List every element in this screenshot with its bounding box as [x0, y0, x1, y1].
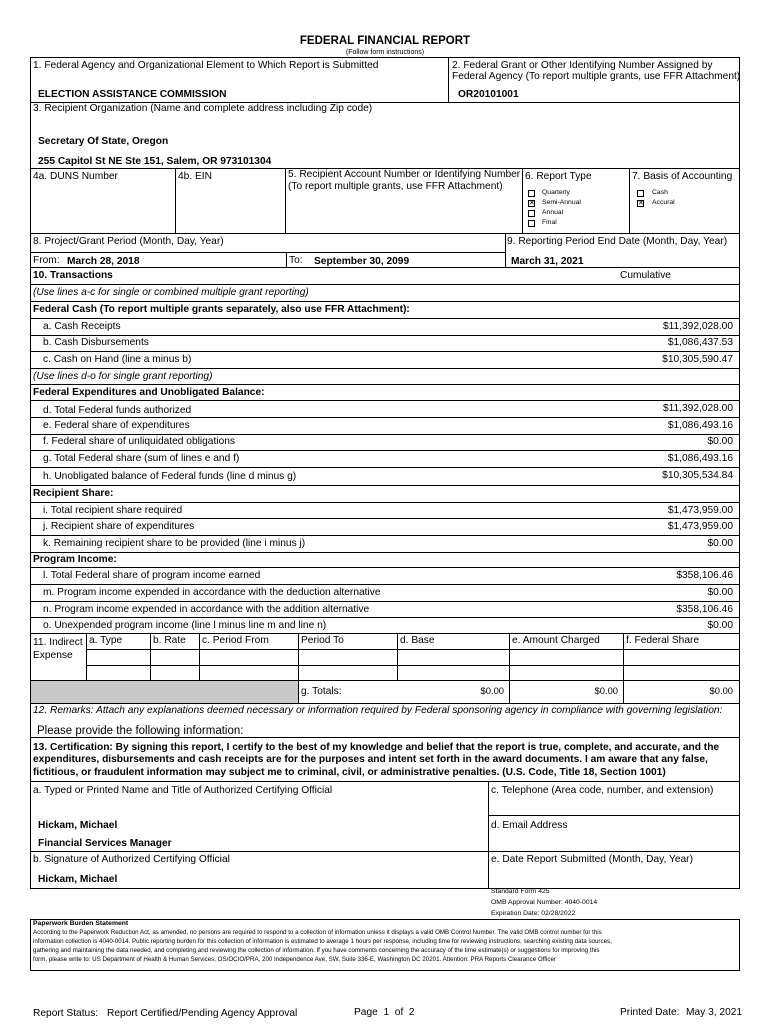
recipient-row-label: j. Recipient share of expenditures	[43, 521, 195, 532]
transactions-label: 10. Transactions	[33, 270, 113, 281]
divider	[30, 552, 740, 553]
box5-label-2: (To report multiple grants, use FFR Attachment)	[288, 181, 503, 192]
expiration-date: Expiration Date: 02/28/2022	[491, 910, 576, 917]
program-row-label: n. Program income expended in accordance with the addition alternative	[43, 604, 370, 615]
accural-label: Accural	[652, 199, 675, 206]
federal-expenditures-heading: Federal Expenditures and Unobligated Balance:	[33, 387, 265, 398]
report-status-label: Report Status:	[33, 1008, 99, 1019]
divider	[30, 502, 740, 503]
annual-checkbox[interactable]	[528, 210, 535, 217]
telephone-label: c. Telephone (Area code, number, and extension)	[491, 785, 714, 796]
divider	[30, 400, 740, 401]
recipient-row-label: i. Total recipient share required	[43, 505, 183, 516]
divider	[86, 665, 740, 666]
divider	[505, 233, 506, 268]
divider	[30, 450, 740, 451]
period-end-date: March 31, 2021	[511, 256, 584, 267]
divider	[30, 485, 740, 486]
program-row-value: $0.00	[707, 620, 733, 631]
divider	[30, 434, 740, 435]
cash-row-value: $10,305,590.47	[662, 354, 733, 365]
divider	[522, 168, 523, 233]
divider	[30, 284, 740, 285]
indirect-label-2: Expense	[33, 650, 73, 661]
form-title: FEDERAL FINANCIAL REPORT	[299, 35, 471, 47]
quarterly-label: Quarterly	[542, 189, 570, 196]
indirect-amount-header: e. Amount Charged	[512, 635, 600, 646]
divider	[448, 57, 449, 103]
divider	[397, 633, 398, 680]
recipient-row-value: $1,473,959.00	[667, 521, 733, 532]
divider	[30, 351, 740, 352]
to-label: To:	[289, 255, 303, 266]
box2-label-1: 2. Federal Grant or Other Identifying Number Assigned by	[452, 60, 713, 71]
program-row-value: $358,106.46	[676, 604, 733, 615]
program-row-label: m. Program income expended in accordance with the deduction alternative	[43, 587, 381, 598]
totals-base: $0.00	[480, 685, 504, 696]
cash-row-label: b. Cash Disbursements	[43, 337, 149, 348]
indirect-rate-header: b. Rate	[153, 635, 186, 646]
divider	[30, 301, 740, 302]
divider	[150, 633, 151, 680]
divider	[30, 633, 740, 634]
final-checkbox[interactable]	[528, 220, 535, 227]
quarterly-checkbox[interactable]	[528, 190, 535, 197]
box3-label: 3. Recipient Organization (Name and complete address including Zip code)	[33, 103, 373, 114]
box2-value: OR20101001	[458, 89, 519, 100]
divider	[623, 633, 624, 704]
divider	[30, 417, 740, 418]
divider	[30, 233, 740, 234]
program-row-label: o. Unexpended program income (line l minus line m and line n)	[43, 620, 327, 631]
divider	[30, 567, 740, 568]
divider	[509, 633, 510, 704]
official-name-label: a. Typed or Printed Name and Title of Authorized Certifying Official	[33, 785, 333, 796]
cash-row-value: $11,392,028.00	[662, 321, 733, 332]
totals-amount-charged: $0.00	[594, 685, 618, 696]
period-from: March 28, 2018	[67, 256, 140, 267]
cash-row-value: $1,086,437.53	[667, 337, 733, 348]
divider	[30, 535, 740, 536]
cash-row-label: a. Cash Receipts	[43, 321, 121, 332]
note-lines-a-c: (Use lines a-c for single or combined multiple grant reporting)	[33, 287, 309, 298]
indirect-label-1: 11. Indirect	[33, 637, 83, 648]
printed-date-label: Printed Date:	[620, 1007, 680, 1018]
divider	[30, 601, 740, 602]
federal-cash-heading: Federal Cash (To report multiple grants separately, also use FFR Attachment):	[33, 304, 410, 315]
recipient-address: 255 Capitol St NE Ste 151, Salem, OR 973101304	[38, 156, 272, 167]
box7-label: 7. Basis of Accounting	[632, 171, 733, 182]
divider	[30, 737, 740, 738]
indirect-period-to-header: Period To	[301, 635, 344, 646]
cash-checkbox[interactable]	[637, 190, 644, 197]
recipient-row-value: $0.00	[707, 538, 733, 549]
burden-line: form, please write to: US Department of Health & Human Services, OS/OCIO/PRA, 200 Independence Ave, SW, Suite 336-E, Washington DC 20201. Attention: PRA Reports Clearance Officer	[33, 956, 556, 963]
federal-row-label: h. Unobligated balance of Federal funds (line d minus g)	[43, 471, 297, 482]
divider	[286, 252, 287, 268]
divider	[30, 384, 740, 385]
divider	[30, 267, 740, 268]
recipient-share-heading: Recipient Share:	[33, 488, 114, 499]
box4a-label: 4a. DUNS Number	[33, 171, 118, 182]
certification-line-2: expenditures, disbursements and cash receipts are for the purposes and intent set forth in the award documents. I am aware that any false,	[33, 754, 708, 765]
divider	[488, 815, 740, 816]
divider	[30, 335, 740, 336]
federal-row-label: d. Total Federal funds authorized	[43, 405, 192, 416]
report-status: Report Certified/Pending Agency Approval	[107, 1008, 298, 1019]
indirect-period-from-header: c. Period From	[202, 635, 269, 646]
divider	[86, 633, 87, 680]
federal-row-value: $0.00	[707, 436, 733, 447]
date-submitted-label: e. Date Report Submitted (Month, Day, Year)	[491, 854, 693, 865]
federal-row-value: $1,086,493.16	[667, 420, 733, 431]
divider	[30, 584, 740, 585]
totals-shaded-cell	[31, 681, 298, 703]
divider	[285, 168, 286, 233]
box1-value: ELECTION ASSISTANCE COMMISSION	[38, 89, 227, 100]
burden-line: According to the Paperwork Reduction Act, as amended, no persons are required to respond to a collection of information unless it displays a valid OMB Control Number. The valid OMB control number for this	[33, 929, 602, 936]
divider	[488, 781, 489, 889]
form-number: Standard Form 425	[491, 888, 550, 895]
page-number: Page 1 of 2	[354, 1007, 415, 1018]
email-label: d. Email Address	[491, 820, 568, 831]
divider	[30, 703, 740, 704]
box5-label-1: 5. Recipient Account Number or Identifying Number	[288, 169, 521, 180]
divider	[199, 633, 200, 680]
cash-label: Cash	[652, 189, 668, 196]
divider	[30, 781, 740, 782]
burden-line: gathering and maintaining the data needed, and completing and reviewing the collection of information. If you have comments concerning the accuracy of the time estimate(s) or suggestions for improving this	[33, 947, 600, 954]
official-name: Hickam, Michael	[38, 820, 118, 831]
semi-annual-label: Semi-Annual	[542, 199, 581, 206]
period-to: September 30, 2099	[314, 256, 410, 267]
divider	[30, 368, 740, 369]
box6-label: 6. Report Type	[525, 171, 592, 182]
divider	[30, 318, 740, 319]
indirect-type-header: a. Type	[89, 635, 123, 646]
program-row-value: $0.00	[707, 587, 733, 598]
totals-federal-share: $0.00	[709, 685, 733, 696]
certification-line-3: fictitious, or fraudulent information may subject me to criminal, civil, or administrative penalties. (U.S. Code, Title 18, Section 1001)	[33, 767, 666, 778]
burden-title: Paperwork Burden Statement	[33, 920, 129, 927]
printed-date: May 3, 2021	[686, 1007, 743, 1018]
program-income-heading: Program Income:	[33, 554, 117, 565]
note-lines-d-o: (Use lines d-o for single grant reporting)	[33, 371, 213, 382]
divider	[298, 633, 299, 704]
divider	[86, 649, 740, 650]
box8-label: 8. Project/Grant Period (Month, Day, Year)	[33, 236, 224, 247]
federal-row-label: f. Federal share of unliquidated obligations	[43, 436, 235, 447]
box9-label: 9. Reporting Period End Date (Month, Day, Year)	[507, 236, 728, 247]
box4b-label: 4b. EIN	[178, 171, 212, 182]
federal-row-value: $1,086,493.16	[667, 453, 733, 464]
cash-row-label: c. Cash on Hand (line a minus b)	[43, 354, 192, 365]
semi-annual-checkbox[interactable]: ✕	[529, 200, 535, 207]
divider	[30, 518, 740, 519]
remarks-label: 12. Remarks: Attach any explanations deemed necessary or information required by Federal sponsoring agency in compliance with governing legislation:	[33, 705, 723, 716]
federal-row-value: $11,392,028.00	[662, 403, 733, 414]
box2-label-2: Federal Agency (To report multiple grants, use FFR Attachment)	[452, 71, 741, 82]
final-label: Final	[542, 219, 557, 226]
accural-checkbox[interactable]: ✕	[638, 200, 644, 207]
annual-label: Annual	[542, 209, 564, 216]
divider	[30, 851, 740, 852]
certification-line-1: 13. Certification: By signing this report, I certify to the best of my knowledge and belief that the report is true, complete, and accurate, and the	[33, 742, 720, 753]
federal-row-value: $10,305,534.84	[662, 470, 733, 481]
remarks-value: Please provide the following information:	[37, 725, 244, 737]
federal-row-label: g. Total Federal share (sum of lines e and f)	[43, 453, 240, 464]
official-title: Financial Services Manager	[38, 838, 172, 849]
indirect-base-header: d. Base	[400, 635, 435, 646]
program-row-label: l. Total Federal share of program income earned	[43, 570, 261, 581]
divider	[30, 467, 740, 468]
form-subtitle: (Follow form instructions)	[345, 49, 425, 56]
divider	[30, 252, 505, 253]
box1-label: 1. Federal Agency and Organizational Element to Which Report is Submitted	[33, 60, 379, 71]
recipient-row-value: $1,473,959.00	[667, 505, 733, 516]
indirect-federal-share-header: f. Federal Share	[626, 635, 700, 646]
burden-line: information collection is 4040-0014. Public reporting burden for this collection of information is estimated to average 1 hours per response, including time for reviewing instructions, searching existing data sources,	[33, 938, 612, 945]
totals-label: g. Totals:	[301, 686, 342, 697]
divider	[175, 168, 176, 233]
divider	[30, 617, 740, 618]
from-label: From:	[33, 255, 60, 266]
recipient-row-label: k. Remaining recipient share to be provided (line i minus j)	[43, 538, 306, 549]
omb-number: OMB Approval Number: 4040-0014	[491, 899, 598, 906]
signature-label: b. Signature of Authorized Certifying Official	[33, 854, 230, 865]
federal-row-label: e. Federal share of expenditures	[43, 420, 190, 431]
recipient-name: Secretary Of State, Oregon	[38, 136, 169, 147]
divider	[629, 168, 630, 233]
official-signature: Hickam, Michael	[38, 874, 118, 885]
cumulative-label: Cumulative	[620, 270, 671, 281]
program-row-value: $358,106.46	[676, 570, 733, 581]
